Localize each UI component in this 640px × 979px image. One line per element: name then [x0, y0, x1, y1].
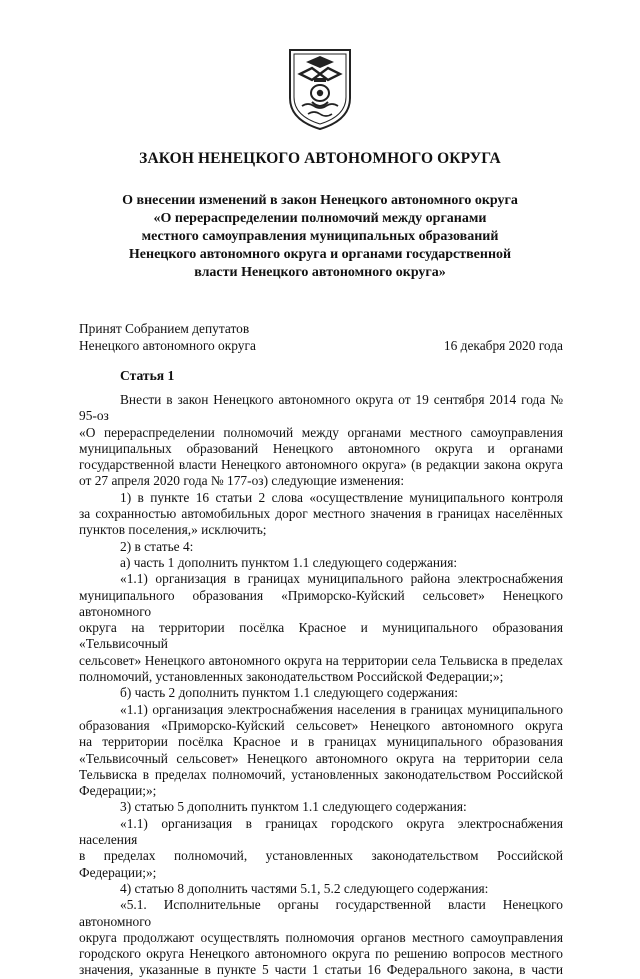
body-line: Федерации;»;: [79, 783, 157, 799]
law-subtitle: [90, 192, 550, 282]
article-heading: Статья 1: [120, 368, 175, 383]
body-line: а) часть 1 дополнить пунктом 1.1 следующего содержания:: [120, 554, 458, 570]
body-line: городского округа Ненецкого автономного округа по решению вопросов местного: [79, 946, 563, 962]
body-line: округа на территории посёлка Красное и муниципального образования «Тельвисочный: [79, 620, 563, 652]
body-line: на территории посёлка Красное и в границах муниципального образования: [79, 734, 563, 750]
body-line: Тельвиска в пределах полномочий, установленных законодательством Российской: [79, 766, 563, 782]
body-line: муниципальных образований Ненецкого автономного округа и органами: [79, 440, 563, 456]
body-line: сельсовет» Ненецкого автономного округа на территории села Тельвиска в пределах: [79, 652, 563, 668]
body-line: Внести в закон Ненецкого автономного округа от 19 сентября 2014 года № 95-оз: [79, 392, 563, 424]
body-line: округа продолжают осуществлять полномочия органов местного самоуправления: [79, 929, 563, 945]
body-line: 3) статью 5 дополнить пунктом 1.1 следующего содержания:: [120, 799, 467, 815]
body-line: «1.1) организация электроснабжения населения в границах муниципального: [120, 701, 563, 717]
body-line: от 27 апреля 2020 года № 177-оз) следующие изменения:: [79, 473, 405, 489]
adopted-by-line2: Ненецкого автономного округа: [79, 338, 256, 353]
law-title: ЗАКОН НЕНЕЦКОГО АВТОНОМНОГО ОКРУГА: [139, 150, 501, 167]
body-line: «1.1) организация в границах муниципального района электроснабжения: [120, 571, 563, 587]
subtitle-line: О внесении изменений в закон Ненецкого автономного округа: [122, 193, 518, 208]
subtitle-line: местного самоуправления муниципальных образований: [141, 229, 499, 244]
body-line: за сохранностью автомобильных дорог местного значения в границах населённых: [79, 506, 563, 522]
body-line: 2) в статье 4:: [120, 538, 194, 554]
coat-of-arms-icon: [286, 44, 354, 132]
body-line: муниципального образования «Приморско-Куйский сельсовет» Ненецкого автономного: [79, 587, 563, 619]
body-line: государственной власти Ненецкого автономного округа» (в редакции закона округа: [79, 457, 563, 473]
subtitle-line: «О перераспределении полномочий между органами: [153, 211, 487, 226]
body-line: 1) в пункте 16 статьи 2 слова «осуществление муниципального контроля: [120, 489, 563, 505]
body-line: 4) статью 8 дополнить частями 5.1, 5.2 следующего содержания:: [120, 880, 489, 896]
body-line: образования «Приморско-Куйский сельсовет» Ненецкого автономного округа: [79, 717, 563, 733]
body-line: значения, указанные в пункте 5 части 1 статьи 16 Федерального закона, в части: [79, 962, 563, 978]
adopted-by-line1: Принят Собранием депутатов: [79, 321, 250, 336]
article-body: [79, 392, 563, 979]
body-line: «Тельвисочный сельсовет» Ненецкого автономного округа на территории села: [79, 750, 563, 766]
body-line: полномочий, установленных законодательством Российской Федерации;»;: [79, 669, 504, 685]
body-line: пунктов поселения,» исключить;: [79, 522, 267, 538]
body-line: в пределах полномочий, установленных законодательством Российской Федерации;»;: [79, 848, 563, 880]
body-line: «5.1. Исполнительные органы государственной власти Ненецкого автономного: [79, 897, 563, 929]
body-line: «1.1) организация в границах городского округа электроснабжения населения: [79, 815, 563, 848]
subtitle-line: власти Ненецкого автономного округа»: [194, 265, 446, 280]
subtitle-line: Ненецкого автономного округа и органами государственной: [128, 247, 512, 262]
adoption-block: [79, 320, 563, 354]
body-line: «О перераспределении полномочий между органами местного самоуправления: [79, 424, 563, 440]
adoption-date: 16 декабря 2020 года: [443, 338, 563, 353]
body-line: б) часть 2 дополнить пунктом 1.1 следующего содержания:: [120, 685, 458, 701]
